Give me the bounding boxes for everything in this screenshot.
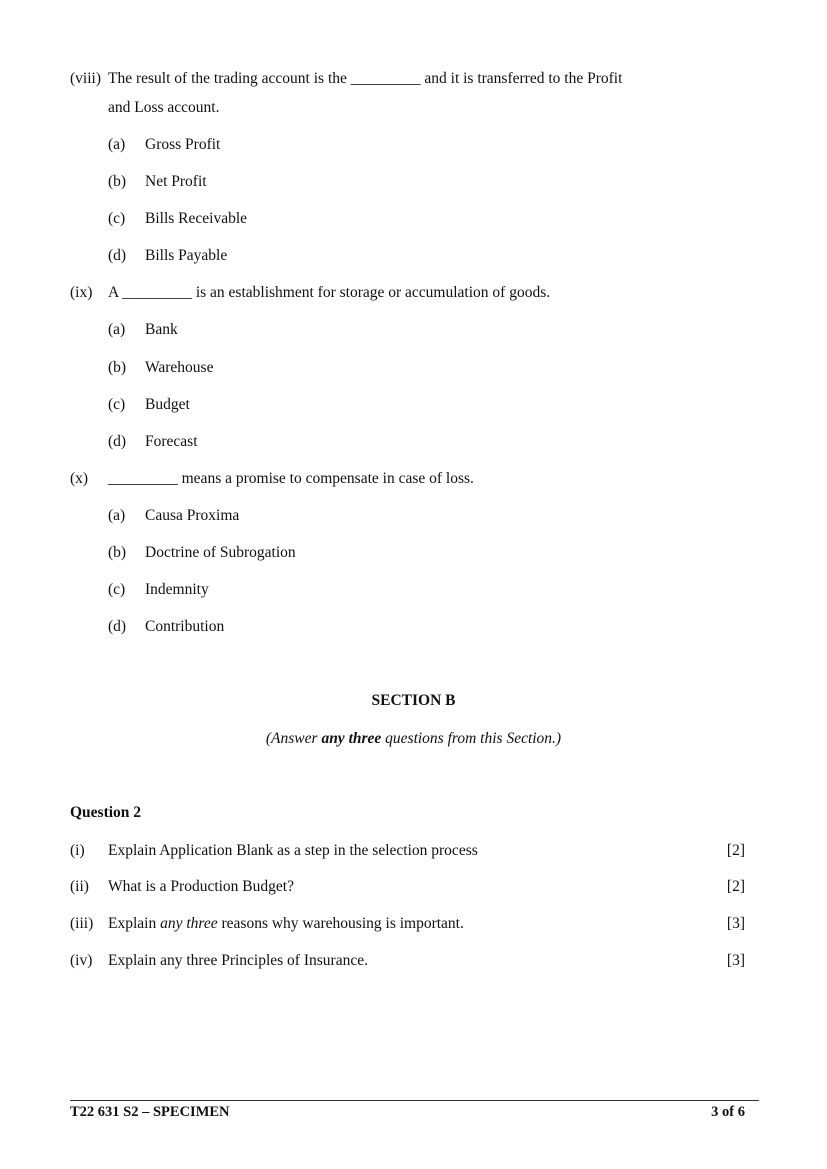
- item-marks: [2]: [726, 878, 745, 895]
- option-label: (d): [108, 433, 127, 450]
- option-text: Net Profit: [145, 173, 207, 190]
- instr-pre: (Answer: [265, 730, 322, 747]
- section-title: SECTION B: [371, 692, 456, 709]
- item-marks: [2]: [726, 842, 745, 859]
- text-post: reasons why warehousing is important.: [217, 915, 464, 932]
- option-text: Doctrine of Subrogation: [145, 544, 296, 561]
- item-marks: [3]: [726, 915, 745, 932]
- question-text-cont: and Loss account.: [108, 99, 220, 116]
- option-label: (d): [108, 618, 127, 635]
- option-label: (b): [108, 359, 127, 376]
- question-text: A _________ is an establishment for storage or accumulation of goods.: [108, 284, 551, 301]
- item-number: (iii): [70, 915, 94, 932]
- instr-bold: any three: [321, 730, 382, 747]
- option-label: (a): [108, 321, 126, 338]
- option-label: (c): [108, 581, 126, 598]
- option-label: (a): [108, 507, 126, 524]
- option-text: Bills Payable: [145, 247, 228, 264]
- option-text: Causa Proxima: [145, 507, 240, 524]
- question-number: (viii): [70, 70, 101, 87]
- option-text: Indemnity: [145, 581, 209, 598]
- text-italic: any three: [160, 915, 218, 932]
- option-label: (a): [108, 136, 126, 153]
- text-pre: Explain: [108, 915, 161, 932]
- option-label: (b): [108, 173, 127, 190]
- question-text: _________ means a promise to compensate in case of loss.: [108, 470, 474, 487]
- question-number: (ix): [70, 284, 93, 301]
- option-text: Warehouse: [145, 359, 214, 376]
- item-number: (iv): [70, 952, 93, 969]
- option-text: Contribution: [145, 618, 225, 635]
- question-number: (x): [70, 470, 89, 487]
- item-text: [108, 915, 464, 933]
- instr-post: questions from this Section.): [381, 730, 562, 747]
- item-text: Explain any three Principles of Insurance.: [108, 952, 368, 969]
- option-text: Bank: [145, 321, 178, 338]
- footer-page-number: 3 of 6: [711, 1104, 745, 1120]
- item-text: What is a Production Budget?: [108, 878, 294, 895]
- option-text: Bills Receivable: [145, 210, 248, 227]
- item-number: (ii): [70, 878, 89, 895]
- option-label: (d): [108, 247, 127, 264]
- question-2-title: Question 2: [70, 804, 142, 821]
- option-label: (c): [108, 210, 126, 227]
- section-instructions: [0, 730, 827, 748]
- question-text: The result of the trading account is the _________ and it is transferred to the Profit: [108, 70, 623, 87]
- footer-divider: [70, 1100, 759, 1101]
- option-label: (b): [108, 544, 127, 561]
- option-label: (c): [108, 396, 126, 413]
- footer-code: T22 631 S2 – SPECIMEN: [70, 1104, 230, 1120]
- option-text: Budget: [145, 396, 190, 413]
- item-number: (i): [70, 842, 85, 859]
- item-marks: [3]: [726, 952, 745, 969]
- option-text: Forecast: [145, 433, 198, 450]
- item-text: Explain Application Blank as a step in the selection process: [108, 842, 478, 859]
- option-text: Gross Profit: [145, 136, 221, 153]
